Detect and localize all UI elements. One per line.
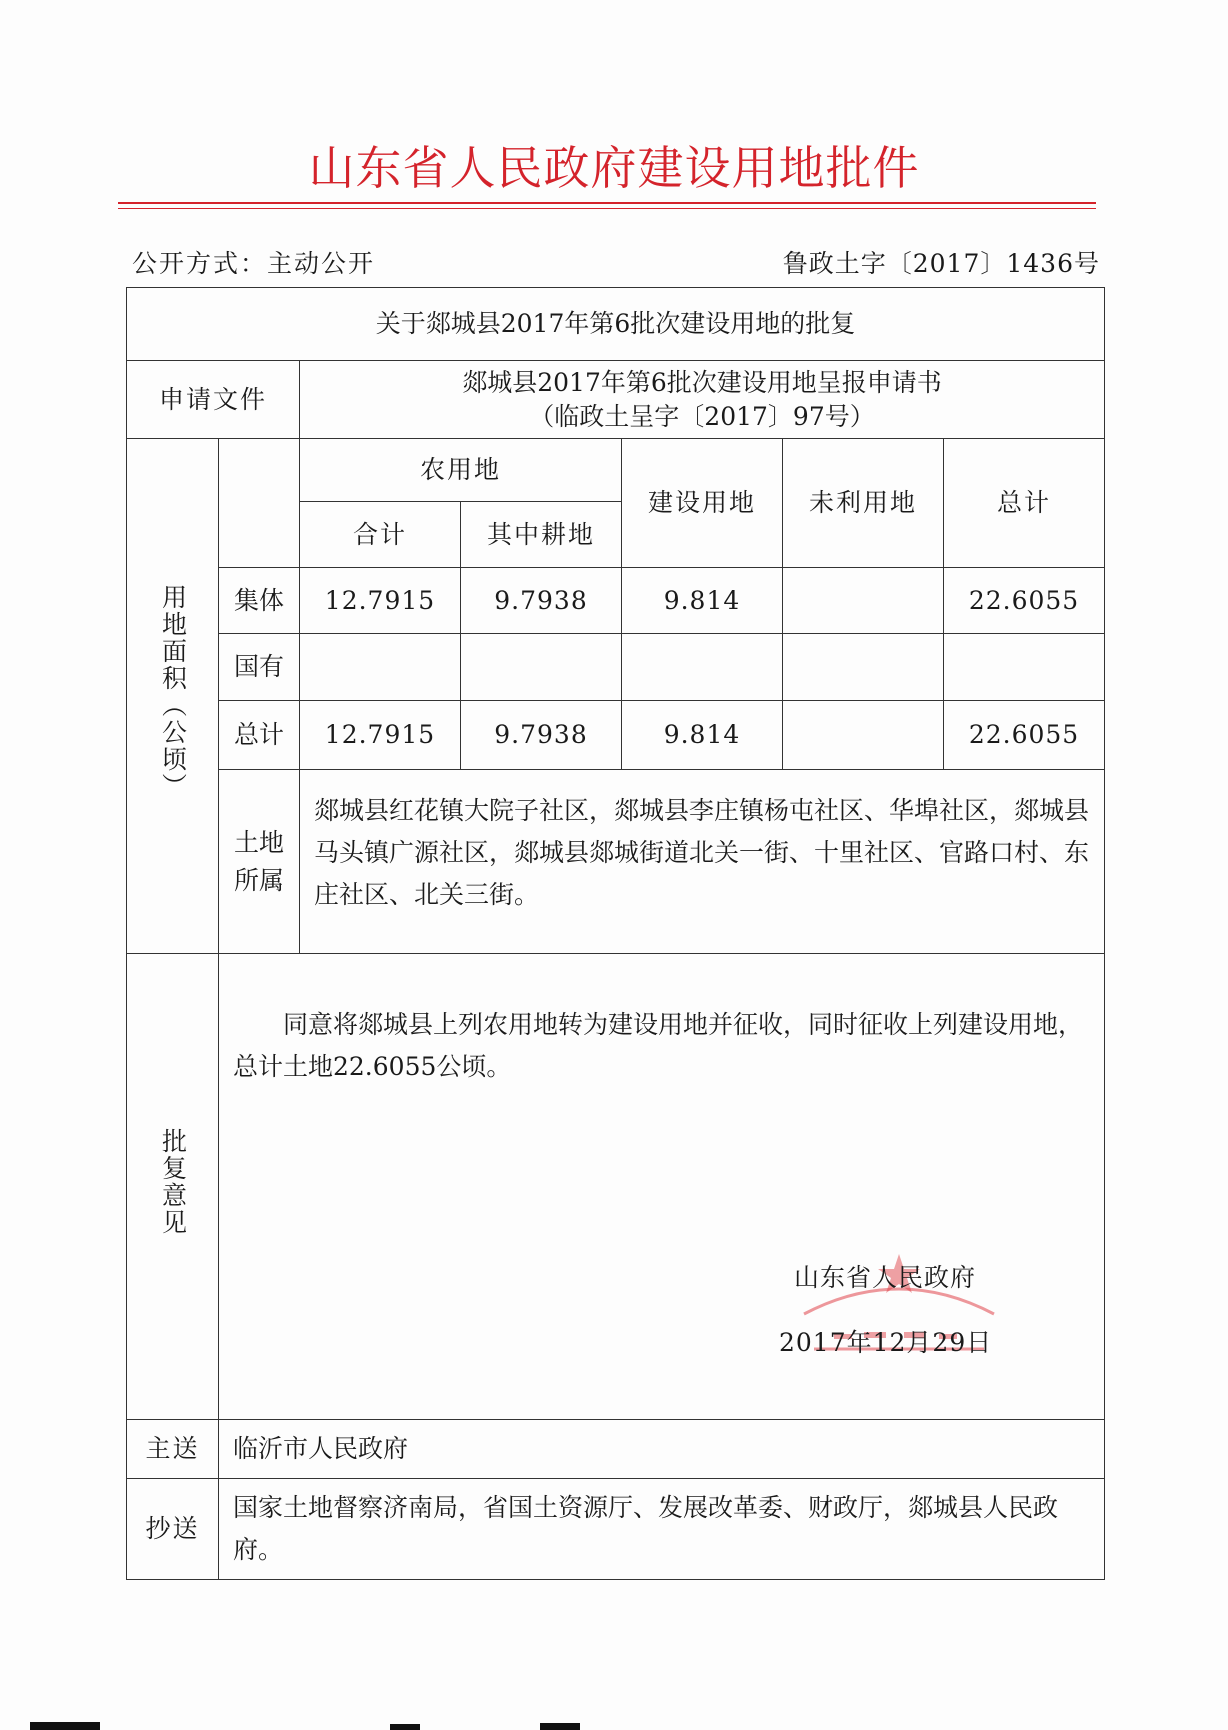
document-title: 山东省人民政府建设用地批件 [308, 141, 920, 195]
title-rule-thin [118, 208, 1096, 209]
cc-label: 抄送 [127, 1479, 219, 1580]
cell-construction [622, 634, 783, 701]
cell-total [944, 634, 1105, 701]
main-recipient-label: 主送 [127, 1420, 219, 1479]
signature-org: 山东省人民政府 [794, 1263, 977, 1292]
area-label-cell [127, 439, 219, 954]
subject-cell: 关于郯城县2017年第6批次建设用地的批复 [127, 288, 1105, 361]
ownership-text: 郯城县红花镇大院子社区，郯城县李庄镇杨屯社区、华埠社区，郯城县马头镇广源社区，郯城县郯城街道北关一街、十里社区、官路口村、东庄社区、北关三街。 [300, 770, 1105, 954]
ownership-label: 土地所属 [233, 827, 284, 895]
table-row [127, 701, 1105, 770]
disclosure-mode: 公开方式：主动公开 [132, 249, 376, 278]
cell-total: 22.6055 [944, 568, 1105, 634]
corner-blank [219, 439, 300, 568]
cell-unused [783, 634, 944, 701]
cell-arable [461, 634, 622, 701]
application-doc [300, 361, 1105, 439]
cell-unused [783, 568, 944, 634]
cell-construction: 9.814 [622, 701, 783, 770]
application-line1: 郯城县2017年第6批次建设用地呈报申请书 [462, 367, 942, 397]
row-label: 总计 [219, 701, 300, 770]
ownership-label-cell [219, 770, 300, 954]
signature-date: 2017年12月29日 [779, 1328, 993, 1357]
table-row [127, 634, 1105, 701]
header-unused: 未利用地 [783, 439, 944, 568]
header-total: 总计 [944, 439, 1105, 568]
scan-edge-marks [0, 1718, 1228, 1730]
cell-total: 22.6055 [944, 701, 1105, 770]
cell-subtotal [300, 634, 461, 701]
main-recipient-value: 临沂市人民政府 [219, 1420, 1105, 1479]
cell-unused [783, 701, 944, 770]
area-label: 用地面积（公顷） [158, 583, 188, 800]
row-label: 国有 [219, 634, 300, 701]
header-construction: 建设用地 [622, 439, 783, 568]
opinion-label-cell [127, 954, 219, 1420]
table-row [127, 568, 1105, 634]
cell-arable: 9.7938 [461, 701, 622, 770]
cell-construction: 9.814 [622, 568, 783, 634]
opinion-cell [219, 954, 1105, 1420]
cell-subtotal: 12.7915 [300, 568, 461, 634]
row-label: 集体 [219, 568, 300, 634]
opinion-text: 同意将郯城县上列农用地转为建设用地并征收，同时征收上列建设用地，总计土地22.6055公顷。 [233, 1010, 1084, 1081]
approval-table [126, 287, 1105, 1580]
application-line2: （临政土呈字〔2017〕97号） [529, 401, 875, 431]
header-arable: 其中耕地 [461, 502, 622, 568]
application-label: 申请文件 [127, 361, 300, 439]
header-subtotal: 合计 [300, 502, 461, 568]
title-rule [118, 202, 1096, 204]
cell-arable: 9.7938 [461, 568, 622, 634]
opinion-label: 批复意见 [158, 1128, 188, 1236]
cc-value: 国家土地督察济南局，省国土资源厅、发展改革委、财政厅，郯城县人民政府。 [219, 1479, 1105, 1580]
document-number: 鲁政土字〔2017〕1436号 [782, 249, 1100, 278]
header-agri: 农用地 [300, 439, 622, 502]
cell-subtotal: 12.7915 [300, 701, 461, 770]
